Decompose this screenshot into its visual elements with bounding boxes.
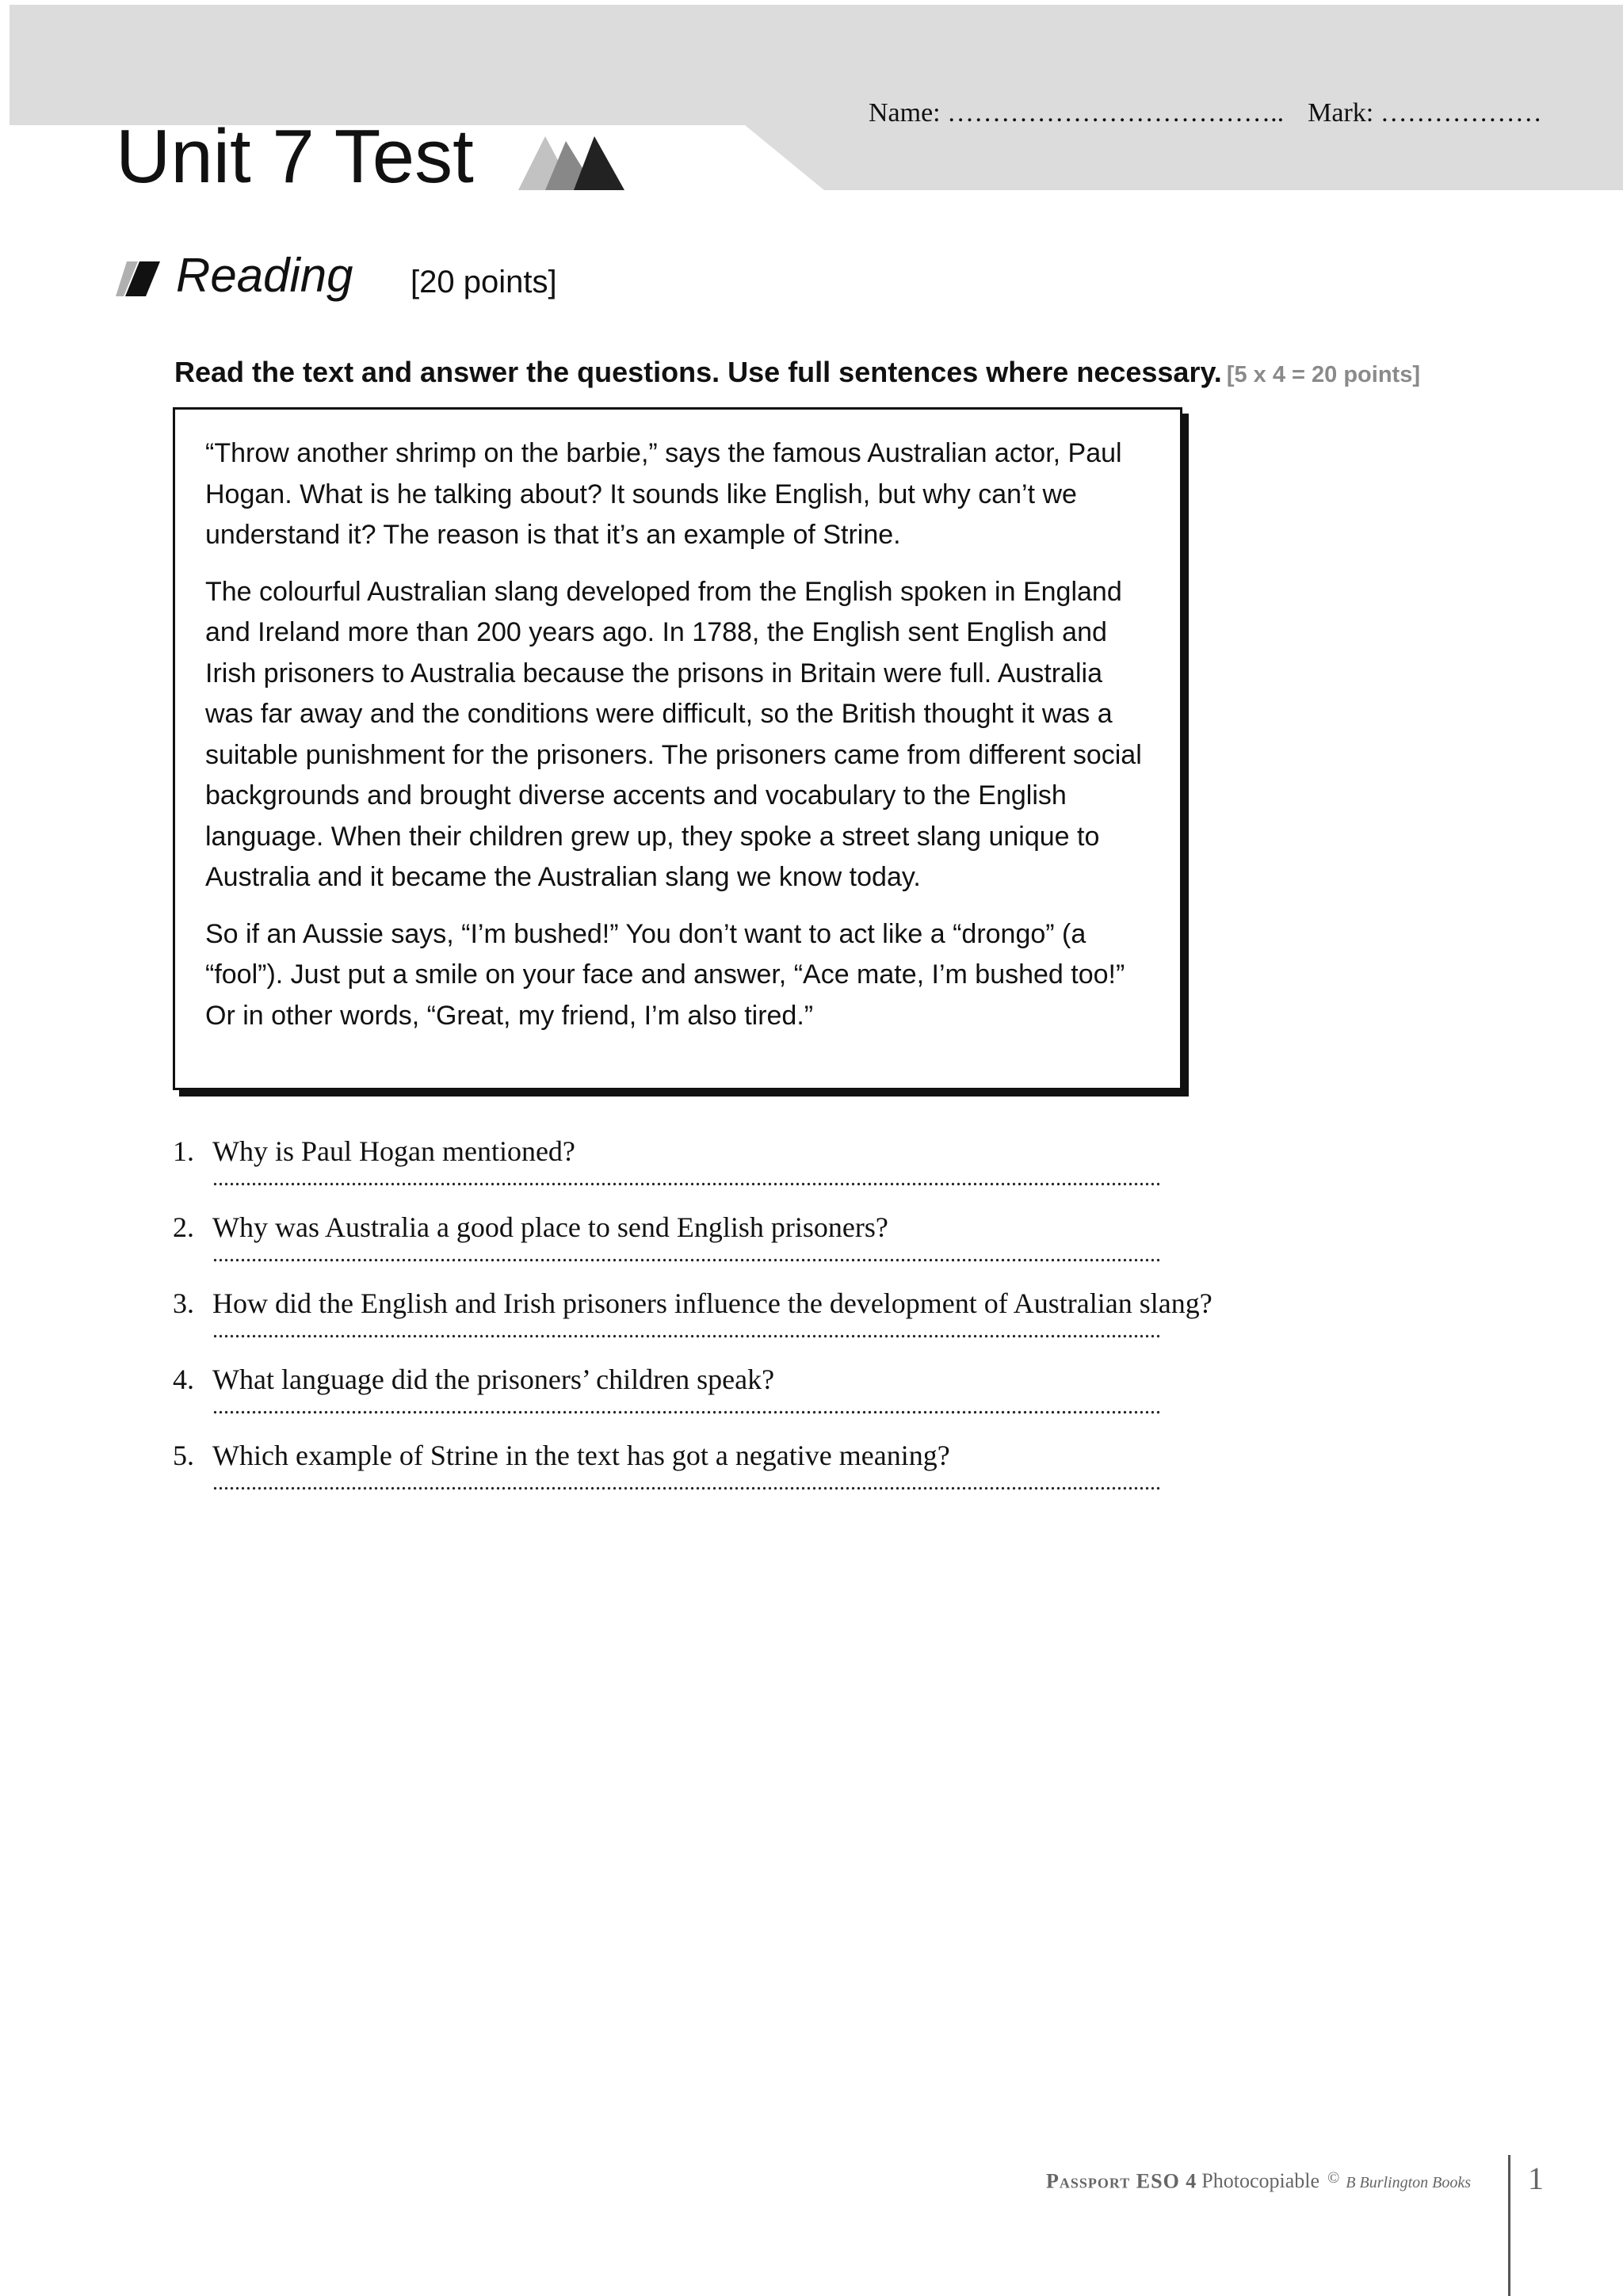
question-item [173,1363,1354,1439]
section-marker-icon [116,261,160,300]
answer-line[interactable]: ........................................................................................................................................................................... [212,1244,1161,1263]
question-text: What language did the prisoners’ children speak? [212,1363,775,1395]
reading-passage-box [173,407,1182,1090]
name-mark-fields [869,98,1542,128]
copyright-symbol: © [1327,2169,1340,2187]
question-text: Why was Australia a good place to send English prisoners? [212,1211,888,1243]
question-number: 4. [173,1363,194,1395]
mountain-logo-icon [518,133,629,194]
question-number: 5. [173,1440,194,1471]
question-item [173,1287,1354,1363]
answer-line[interactable]: ........................................................................................................................................................................... [212,1168,1161,1187]
question-text: How did the English and Irish prisoners influence the development of Australian slang? [212,1287,1212,1319]
question-number: 1. [173,1135,194,1167]
answer-line[interactable]: ........................................................................................................................................................................... [212,1472,1161,1491]
question-item [173,1439,1354,1515]
passage-paragraph: “Throw another shrimp on the barbie,” says the famous Australian actor, Paul Hogan. What is he talking about? It sounds like English, but why can’t we understand it? The reason is that it’s an example of Strine. [205,438,1122,550]
section-title: Reading [176,249,353,302]
mark-field[interactable]: Mark: ……………… [1308,98,1542,128]
passage-paragraph: So if an Aussie says, “I’m bushed!” You don’t want to act like a “drongo” (a “fool”). Just put a smile on your face and answer, “Ace mate, I’m bushed too!” Or in other words, “Great, my friend, I’m also tired.” [205,918,1125,1031]
footer-divider [1508,2155,1510,2296]
question-item [173,1135,1354,1211]
instruction-text: Read the text and answer the questions. Use full sentences where necessary. [174,356,1222,388]
answer-line[interactable]: ........................................................................................................................................................................... [212,1320,1161,1339]
instruction-score: [5 x 4 = 20 points] [1226,362,1420,387]
page-footer [1046,2169,1471,2193]
question-item [173,1211,1354,1287]
section-points: [20 points] [411,265,557,299]
name-field[interactable]: Name: ……………………………….. [869,98,1285,128]
question-text: Which example of Strine in the text has got a negative meaning? [212,1440,950,1471]
question-text: Why is Paul Hogan mentioned? [212,1135,575,1167]
passage-paragraph: The colourful Australian slang developed from the English spoken in England and Ireland more than 200 years ago. In 1788, the English sent English and Irish prisoners to Australia because the prisons in Britain were full. Australia was far away and the conditions were difficult, so the British thought it was a suitable punishment for the prisoners. The prisoners came from different social backgrounds and brought diverse accents and vocabulary to the English language. When their children grew up, they spoke a street slang unique to Australia and it became the Australian slang we know today. [205,576,1142,892]
question-number: 2. [173,1211,194,1243]
footer-publisher: B Burlington Books [1346,2174,1472,2192]
question-list [173,1135,1354,1515]
page-title: Unit 7 Test [116,114,474,199]
question-number: 3. [173,1287,194,1319]
footer-brand: Passport ESO 4 [1046,2169,1197,2193]
answer-line[interactable]: ........................................................................................................................................................................... [212,1396,1161,1415]
page-number: 1 [1528,2161,1544,2196]
footer-photocopiable: Photocopiable [1201,2169,1320,2193]
instruction [174,358,1420,387]
